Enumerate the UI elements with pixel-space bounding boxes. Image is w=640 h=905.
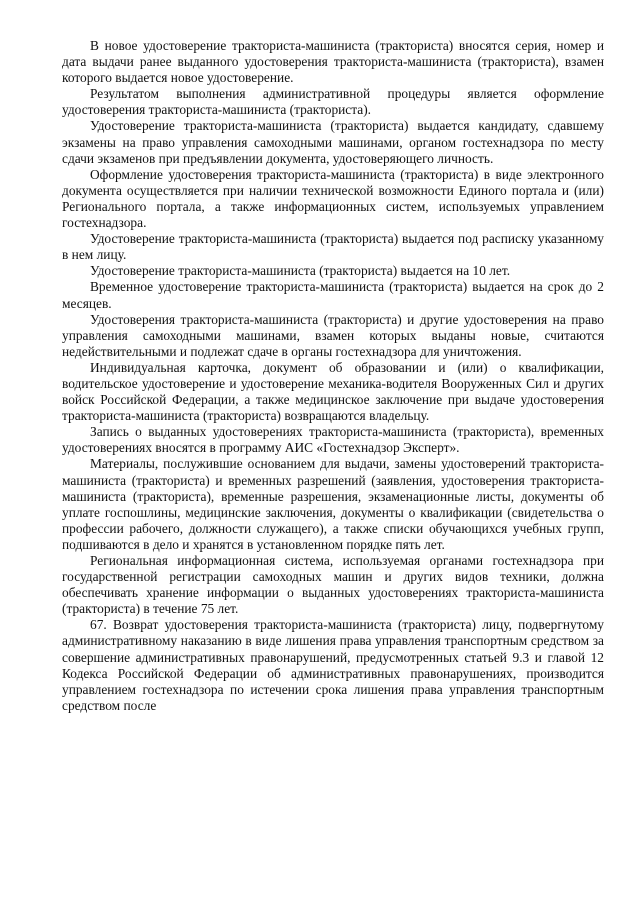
paragraph-5: Удостоверение тракториста-машиниста (тракториста) выдается под расписку указанному в нем лицу.	[62, 231, 604, 263]
paragraph-2: Результатом выполнения административной процедуры является оформление удостоверения тракториста-машиниста (тракториста).	[62, 86, 604, 118]
paragraph-4: Оформление удостоверения тракториста-машиниста (тракториста) в виде электронного документа осуществляется при наличии технической возможности Единого портала и (или) Регионального портала, а также информационных систем, используемых управлением гостехнадзора.	[62, 166, 604, 231]
paragraph-7: Временное удостоверение тракториста-машиниста (тракториста) выдается на срок до 2 месяцев.	[62, 279, 604, 311]
paragraph-13: 67. Возврат удостоверения тракториста-машиниста (тракториста) лицу, подвергнутому административному наказанию в виде лишения права управления транспортным средством за совершение административных правонарушений, предусмотренных статьей 9.3 и главой 12 Кодекса Российской Федерации об административных правонарушениях, производится управлением гостехнадзора по истечении срока лишения права управления транспортным средством после	[62, 617, 604, 713]
paragraph-8: Удостоверения тракториста-машиниста (тракториста) и другие удостоверения на право управления самоходными машинами, взамен которых выданы новые, считаются недействительными и подлежат сдаче в органы гостехнадзора для уничтожения.	[62, 311, 604, 359]
paragraph-3: Удостоверение тракториста-машиниста (тракториста) выдается кандидату, сдавшему экзамены на право управления самоходными машинами, органом гостехнадзора по месту сдачи экзаменов при предъявлении документа, удостоверяющего личность.	[62, 118, 604, 166]
paragraph-6: Удостоверение тракториста-машиниста (тракториста) выдается на 10 лет.	[90, 263, 511, 279]
paragraph-10: Запись о выданных удостоверениях тракториста-машиниста (тракториста), временных удостоверениях вносятся в программу АИС «Гостехнадзор Эксперт».	[62, 424, 604, 456]
paragraph-11: Материалы, послужившие основанием для выдачи, замены удостоверений тракториста-машиниста (тракториста) и временных разрешений (заявления, удостоверения тракториста-машиниста (тракториста), временные разрешения, экзаменационные листы, документы об уплате госпошлины, медицинские заключения, документы о квалификации (свидетельства о профессии рабочего, должности служащего), а также списки обучающихся учебных групп, подшиваются в дело и хранятся в установленном порядке пять лет.	[62, 456, 604, 552]
document-page	[62, 38, 604, 714]
paragraph-12: Региональная информационная система, используемая органами гостехнадзора при государственной регистрации самоходных машин и других видов техники, должна обеспечивать хранение информации о выданных удостоверениях тракториста-машиниста (тракториста) в течение 75 лет.	[62, 553, 604, 617]
paragraph-1: В новое удостоверение тракториста-машиниста (тракториста) вносятся серия, номер и дата выдачи ранее выданного удостоверения тракториста-машиниста (тракториста), взамен которого выдается новое удостоверение.	[62, 38, 604, 86]
paragraph-9: Индивидуальная карточка, документ об образовании и (или) о квалификации, водительское удостоверение и удостоверение механика-водителя Вооруженных Сил и других войск Российской Федерации, а также медицинское заключение при выдаче удостоверения тракториста-машиниста (тракториста) возвращаются владельцу.	[62, 359, 604, 424]
